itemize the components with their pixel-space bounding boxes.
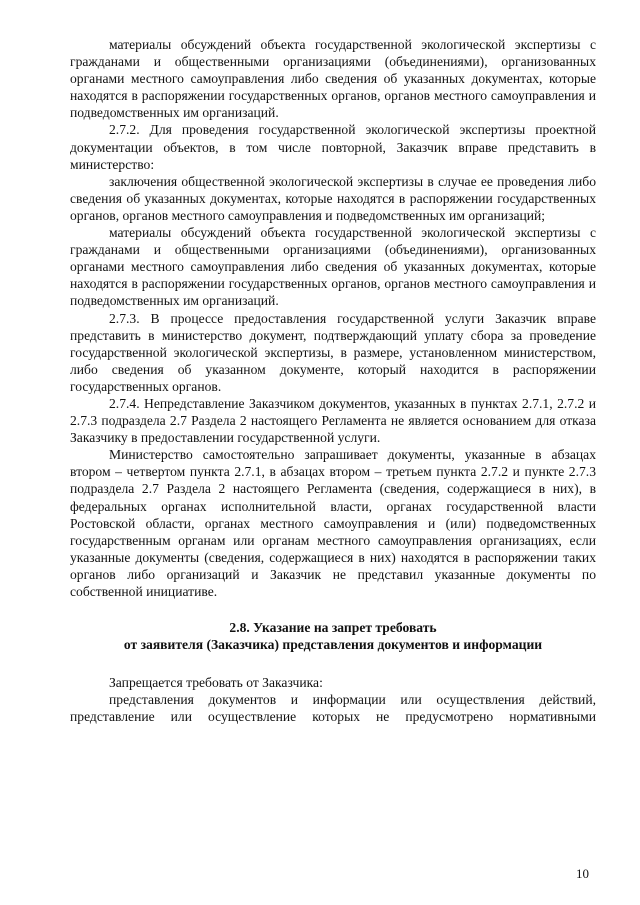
paragraph-ministry-requests: Министерство самостоятельно запрашивает документы, указанные в абзацах втором – четвертом пункта 2.7.1, в абзацах втором – третьем пункта 2.7.2 и пункте 2.7.3 подраздела 2.7 Раздела 2 настоящего Регламента (сведения, содержащиеся в них), в федеральных органах исполнительной власти, органах государственной власти Ростовской области, органах местного самоуправления и (или) подведомственных государственным органам или органам местного самоуправления организациях, если указанные документы (сведения, содержащиеся в них) находятся в распоряжении таких органов либо организаций и Заказчик не представил указанные документы по собственной инициативе. — [70, 447, 596, 599]
paragraph-materials: материалы обсуждений объекта государственной экологической экспертизы с гражданами и общественными организациями (объединениями), организованных органами местного самоуправления либо сведения об указанных документах, которые находятся в распоряжении государственных органов, органов местного самоуправления и подведомственных им организаций. — [70, 225, 596, 309]
section-heading-line-2: от заявителя (Заказчика) представления документов и информации — [123, 637, 543, 653]
paragraph-2-7-4: 2.7.4. Непредставление Заказчиком документов, указанных в пунктах 2.7.1, 2.7.2 и 2.7.3 подраздела 2.7 Раздела 2 настоящего Регламента не является основанием для отказа Заказчику в предоставлении государственной услуги. — [70, 395, 596, 446]
paragraph-public-expertise: заключения общественной экологической экспертизы в случае ее проведения либо сведения об указанных документах, которые находятся в распоряжении государственных органов, органов местного самоуправления и подведомственных им организаций; — [70, 173, 596, 223]
document-page — [70, 36, 596, 726]
page-number: 10 — [576, 866, 589, 881]
paragraph-prohibited: Запрещается требовать от Заказчика: — [109, 675, 323, 691]
paragraph-materials-continued: материалы обсуждений объекта государственной экологической экспертизы с гражданами и общественными организациями (объединениями), организованных органами местного самоуправления либо сведения об указанных документах, которые находятся в распоряжении государственных органов, органов местного самоуправления и подведомственных им организаций. — [70, 37, 596, 121]
paragraph-documents-info: представления документов и информации или осуществления действий, представление или осуществление которых не предусмотрено нормативными — [70, 692, 596, 725]
section-heading-line-1: 2.8. Указание на запрет требовать — [229, 620, 437, 636]
paragraph-2-7-2: 2.7.2. Для проведения государственной экологической экспертизы проектной документации объектов, в том числе повторной, Заказчик вправе представить в министерство: — [70, 122, 596, 172]
paragraph-2-7-3: 2.7.3. В процессе предоставления государственной услуги Заказчик вправе представить в министерство документ, подтверждающий уплату сбора за проведение государственной экологической экспертизы, в размере, установленном министерством, либо сведения об указанном документе, который находится в распоряжении государственных органов. — [70, 310, 596, 394]
